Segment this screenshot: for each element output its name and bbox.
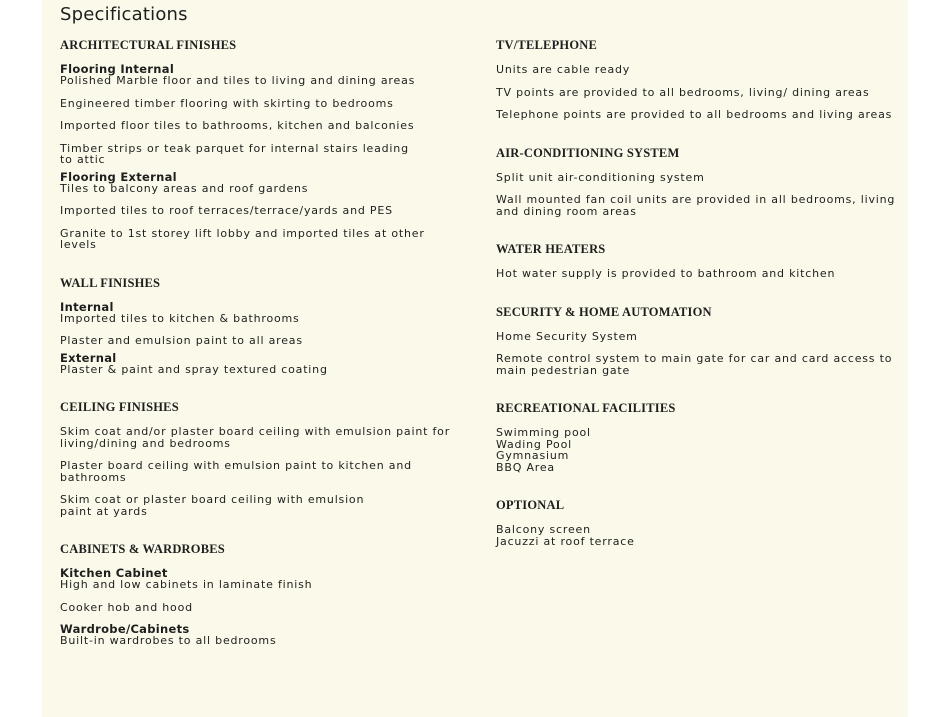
section-heading: AIR-CONDITIONING SYSTEM — [496, 145, 680, 160]
spec-item: Granite to 1st storey lift lobby and imported tiles at other levels — [60, 226, 425, 251]
spec-item: Plaster board ceiling with emulsion paint to kitchen and bathrooms — [60, 459, 412, 484]
section-heading: TV/TELEPHONE — [496, 38, 598, 52]
list-item: Wading Pool — [496, 437, 572, 451]
tv-telephone-section — [496, 38, 896, 121]
spec-item: Home Security System — [496, 329, 638, 343]
spec-item: Hot water supply is provided to bathroom and kitchen — [496, 267, 836, 280]
spec-item: Imported tiles to roof terraces/terrace/yards and PES — [60, 204, 393, 217]
air-conditioning-section — [496, 146, 896, 218]
subheading: Kitchen Cabinet — [60, 566, 168, 580]
spec-item: Timber strips or teak parquet for internal stairs leading to attic — [60, 141, 409, 166]
section-heading: OPTIONAL — [496, 498, 565, 512]
page-title: Specifications — [60, 4, 188, 25]
spec-item: Cooker hob and hood — [60, 600, 193, 614]
optional-section — [496, 498, 896, 547]
list-item: Gymnasium — [496, 449, 570, 462]
list-item: Jacuzzi at roof terrace — [496, 534, 635, 548]
spec-item: Skim coat and/or plaster board ceiling with emulsion paint for living/dining and bedrooms — [60, 425, 451, 450]
section-heading: CEILING FINISHES — [60, 400, 179, 414]
section-heading: RECREATIONAL FACILITIES — [496, 401, 676, 415]
section-heading: WALL FINISHES — [60, 275, 161, 290]
water-heaters-section — [496, 242, 896, 280]
spec-item: Skim coat or plaster board ceiling with emulsion paint at yards — [60, 493, 365, 518]
spec-item: Tiles to balcony areas and roof gardens — [60, 181, 309, 195]
spec-item: Units are cable ready — [496, 63, 631, 76]
spec-item: Built-in wardrobes to all bedrooms — [60, 634, 277, 647]
left-column — [60, 38, 480, 672]
spec-item: Wall mounted fan coil units are provided in all bedrooms, living and dining room areas — [496, 193, 896, 218]
spec-item: Plaster & paint and spray textured coating — [60, 362, 328, 376]
subheading: Wardrobe/Cabinets — [60, 622, 190, 636]
spec-item: Telephone points are provided to all bedrooms and living areas — [496, 108, 893, 121]
spec-item: Split unit air-conditioning system — [496, 170, 705, 184]
spec-item: Plaster and emulsion paint to all areas — [60, 334, 303, 347]
spec-item: Polished Marble floor and tiles to living and dining areas — [60, 74, 416, 87]
spec-item: Engineered timber flooring with skirting to bedrooms — [60, 96, 394, 110]
architectural-finishes-section — [60, 38, 480, 251]
list-item: Swimming pool — [496, 426, 591, 439]
list-item: BBQ Area — [496, 460, 555, 474]
security-automation-section — [496, 305, 896, 377]
section-heading: CABINETS & WARDROBES — [60, 542, 225, 556]
subheading: Flooring Internal — [60, 62, 175, 76]
spec-item: Imported floor tiles to bathrooms, kitchen and balconies — [60, 119, 415, 132]
spec-item: High and low cabinets in laminate finish — [60, 578, 313, 591]
spec-item: Remote control system to main gate for car and card access to main pedestrian gate — [496, 352, 893, 377]
ceiling-finishes-section — [60, 400, 480, 517]
cabinets-wardrobes-section — [60, 542, 480, 647]
subheading: Internal — [60, 299, 114, 314]
recreational-facilities-section — [496, 401, 896, 473]
section-heading: SECURITY & HOME AUTOMATION — [496, 304, 712, 319]
subheading: External — [60, 350, 117, 365]
spec-page — [42, 0, 908, 717]
section-heading: ARCHITECTURAL FINISHES — [60, 38, 237, 52]
right-column — [496, 38, 896, 572]
list-item: Balcony screen — [496, 523, 591, 536]
subheading: Flooring External — [60, 169, 177, 184]
spec-item: TV points are provided to all bedrooms, living/ dining areas — [496, 85, 870, 99]
spec-item: Imported tiles to kitchen & bathrooms — [60, 311, 300, 325]
section-heading: WATER HEATERS — [496, 242, 606, 256]
wall-finishes-section — [60, 276, 480, 376]
